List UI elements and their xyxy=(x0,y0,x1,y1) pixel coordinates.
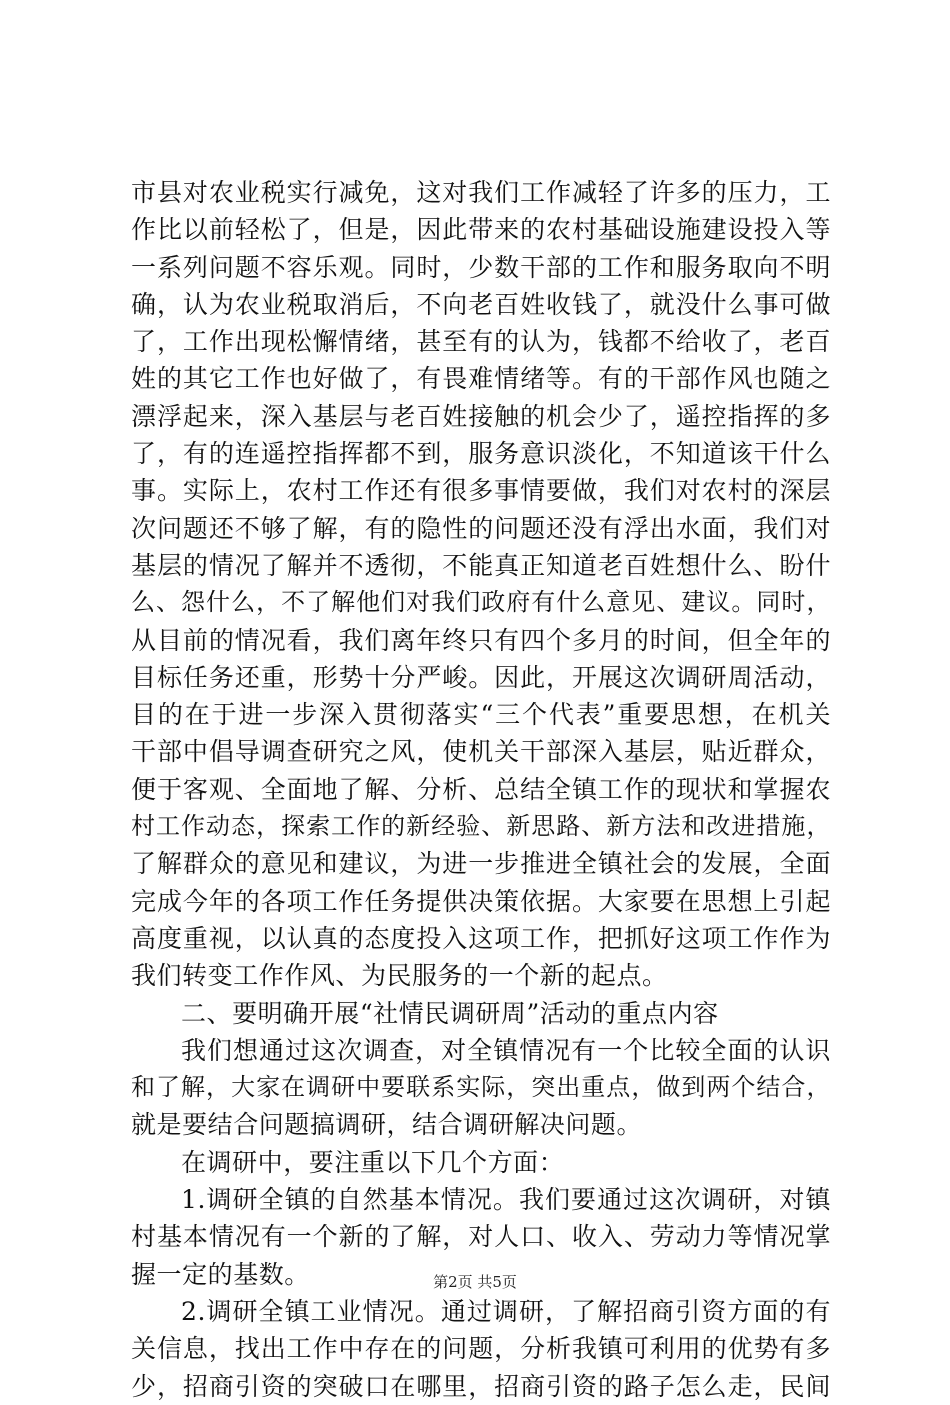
text-line: 么、怨什么，不了解他们对我们政府有什么意见、建议。同时， xyxy=(131,588,831,617)
text-line: 和了解，大家在调研中要联系实际，突出重点，做到两个结合， xyxy=(131,1073,831,1102)
text-line: 高度重视，以认真的态度投入这项工作，把抓好这项工作作为 xyxy=(131,923,831,953)
text-line: 村工作动态，探索工作的新经验、新思路、新方法和改进措施， xyxy=(131,812,831,841)
text-line: 了，有的连遥控指挥都不到，服务意识淡化，不知道该干什么 xyxy=(131,439,831,469)
text-line: 了解群众的意见和建议，为进一步推进全镇社会的发展，全面 xyxy=(131,849,831,879)
text-line: 我们转变工作作风、为民服务的一个新的起点。 xyxy=(131,961,668,991)
text-line: 便于客观、全面地了解、分析、总结全镇工作的现状和掌握农 xyxy=(131,774,831,804)
text-line: 次问题还不够了解，有的隐性的问题还没有浮出水面，我们对 xyxy=(131,513,831,543)
text-line: 姓的其它工作也好做了，有畏难情绪等。有的干部作风也随之 xyxy=(131,364,831,394)
text-line: 1.调研全镇的自然基本情况。我们要通过这次调研，对镇 xyxy=(181,1185,831,1215)
text-line: 2.调研全镇工业情况。通过调研，了解招商引资方面的有 xyxy=(181,1296,831,1326)
text-line: 漂浮起来，深入基层与老百姓接触的机会少了，遥控指挥的多 xyxy=(131,401,831,431)
text-line: 一系列问题不容乐观。同时，少数干部的工作和服务取向不明 xyxy=(131,252,831,282)
text-line: 市县对农业税实行减免，这对我们工作减轻了许多的压力，工 xyxy=(131,178,831,207)
page-footer: 第2页 共5页 xyxy=(433,1273,517,1291)
text-line: 从目前的情况看，我们离年终只有四个多月的时间，但全年的 xyxy=(131,625,831,655)
text-line: 了，工作出现松懈情绪，甚至有的认为，钱都不给收了，老百 xyxy=(131,327,831,357)
text-line: 村基本情况有一个新的了解，对人口、收入、劳动力等情况掌 xyxy=(131,1222,831,1252)
text-line: 目标任务还重，形势十分严峻。因此，开展这次调研周活动， xyxy=(131,662,831,692)
text-line: 就是要结合问题搞调研，结合调研解决问题。 xyxy=(131,1110,643,1140)
text-line: 目的在于进一步深入贯彻落实“三个代表”重要思想，在机关 xyxy=(131,700,831,730)
text-line: 握一定的基数。 xyxy=(131,1259,310,1289)
body-text xyxy=(131,174,831,1405)
text-line: 少，招商引资的突破口在哪里，招商引资的路子怎么走，民间 xyxy=(131,1371,831,1401)
text-line: 在调研中，要注重以下几个方面： xyxy=(181,1147,565,1177)
text-line: 关信息，找出工作中存在的问题，分析我镇可利用的优势有多 xyxy=(131,1334,831,1364)
text-line: 二、要明确开展“社情民调研周”活动的重点内容 xyxy=(181,998,719,1028)
text-line: 基层的情况了解并不透彻，不能真正知道老百姓想什么、盼什 xyxy=(131,550,831,580)
text-line: 确，认为农业税取消后，不向老百姓收钱了，就没什么事可做 xyxy=(131,289,831,319)
text-line: 我们想通过这次调查，对全镇情况有一个比较全面的认识 xyxy=(181,1035,831,1065)
text-line: 完成今年的各项工作任务提供决策依据。大家要在思想上引起 xyxy=(131,886,831,916)
text-line: 作比以前轻松了，但是，因此带来的农村基础设施建设投入等 xyxy=(131,215,831,245)
text-line: 事。实际上，农村工作还有很多事情要做，我们对农村的深层 xyxy=(131,476,831,506)
text-line: 干部中倡导调查研究之风，使机关干部深入基层，贴近群众， xyxy=(131,737,831,767)
